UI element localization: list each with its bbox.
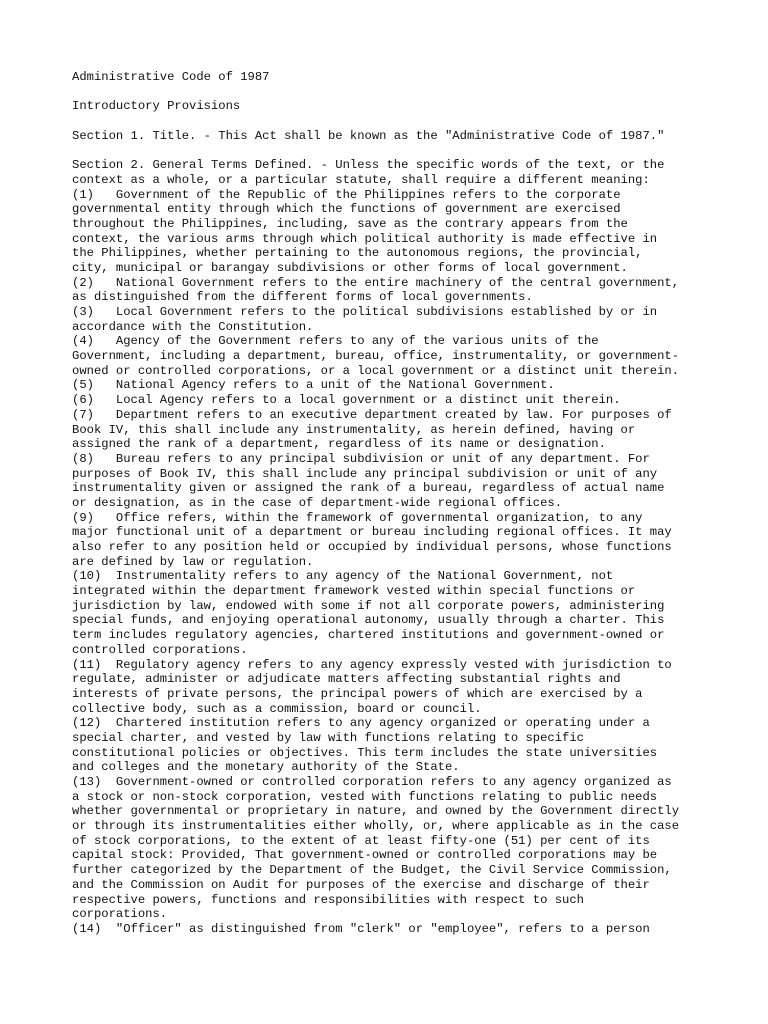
blank-line <box>72 114 702 129</box>
text-line: (4) Agency of the Government refers to any of the various units of the <box>72 334 599 349</box>
text-line: (3) Local Government refers to the political subdivisions established by or in <box>72 305 658 319</box>
text-line: (9) Office refers, within the framework of governmental organization, to any <box>72 510 643 525</box>
text-line: Government, including a department, bureau, office, instrumentality, or government- <box>72 349 680 364</box>
text-line: and colleges and the monetary authority of the State. <box>72 760 460 775</box>
text-line: corporations. <box>72 907 168 922</box>
text-line: integrated within the department framework vested within special functions or <box>72 584 636 599</box>
text-line: controlled corporations. <box>72 642 248 657</box>
text-line: (1) Government of the Republic of the Philippines refers to the corporate <box>72 187 621 202</box>
text-line: (13) Government-owned or controlled corporation refers to any agency organized as <box>72 775 672 789</box>
blank-line <box>72 143 702 158</box>
text-line: regulate, administer or adjudicate matters affecting substantial rights and <box>72 672 621 687</box>
section-2-body <box>72 158 702 936</box>
text-line: (5) National Agency refers to a unit of the National Government. <box>72 378 555 393</box>
document-subtitle: Introductory Provisions <box>72 99 241 114</box>
text-line: context, the various arms through which political authority is made effective in <box>72 231 658 246</box>
text-line: throughout the Philippines, including, save as the contrary appears from the <box>72 216 628 231</box>
text-line: the Philippines, whether pertaining to the autonomous regions, the provincial, <box>72 246 643 261</box>
text-line: (14) "Officer" as distinguished from "clerk" or "employee", refers to a person <box>72 921 650 936</box>
text-line: also refer to any position held or occupied by individual persons, whose functions <box>72 540 672 554</box>
text-line: (11) Regulatory agency refers to any agency expressly vested with jurisdiction to <box>72 657 672 672</box>
text-line: major functional unit of a department or bureau including regional offices. It may <box>72 525 672 540</box>
text-line: purposes of Book IV, this shall include any principal subdivision or unit of any <box>72 466 658 481</box>
document-page <box>72 70 702 937</box>
text-line: collective body, such as a commission, board or council. <box>72 701 482 716</box>
text-line: jurisdiction by law, endowed with some if not all corporate powers, administering <box>72 598 665 613</box>
text-line: constitutional policies or objectives. This term includes the state universities <box>72 745 658 760</box>
text-line: instrumentality given or assigned the rank of a bureau, regardless of actual name <box>72 481 665 496</box>
text-line: (12) Chartered institution refers to any agency organized or operating under a <box>72 716 650 731</box>
text-line: as distinguished from the different forms of local governments. <box>72 290 533 305</box>
section-1-text: Section 1. Title. - This Act shall be known as the "Administrative Code of 1987." <box>72 128 665 143</box>
text-line: a stock or non-stock corporation, vested with functions relating to public needs <box>72 789 658 804</box>
text-line: special charter, and vested by law with functions relating to specific <box>72 730 584 745</box>
text-line: whether governmental or proprietary in nature, and owned by the Government directly <box>72 804 680 819</box>
text-line: owned or controlled corporations, or a local government or a distinct unit therein. <box>72 363 680 378</box>
text-line: respective powers, functions and responsibilities with respect to such <box>72 892 584 907</box>
text-line: or designation, as in the case of department-wide regional offices. <box>72 495 563 510</box>
text-line: (7) Department refers to an executive department created by law. For purposes of <box>72 407 672 422</box>
text-line: (8) Bureau refers to any principal subdivision or unit of any department. For <box>72 451 650 466</box>
text-line: of stock corporations, to the extent of at least fifty-one (51) per cent of its <box>72 833 650 848</box>
text-line: and the Commission on Audit for purposes of the exercise and discharge of their <box>72 877 650 892</box>
text-line: special funds, and enjoying operational autonomy, usually through a charter. This <box>72 613 665 628</box>
text-line: assigned the rank of a department, regardless of its name or designation. <box>72 437 606 452</box>
text-line: (2) National Government refers to the entire machinery of the central government, <box>72 275 680 290</box>
text-line: capital stock: Provided, That government-owned or controlled corporations may be <box>72 848 658 863</box>
text-line: or through its instrumentalities either wholly, or, where applicable as in the case <box>72 819 680 834</box>
text-line: term includes regulatory agencies, chartered institutions and government-owned or <box>72 628 665 643</box>
text-line: governmental entity through which the functions of government are exercised <box>72 202 621 217</box>
text-line: context as a whole, or a particular statute, shall require a different meaning: <box>72 172 650 187</box>
text-line: accordance with the Constitution. <box>72 319 314 334</box>
text-line: further categorized by the Department of the Budget, the Civil Service Commission, <box>72 863 672 878</box>
text-line: city, municipal or barangay subdivisions or other forms of local government. <box>72 260 628 275</box>
document-title: Administrative Code of 1987 <box>72 70 270 84</box>
text-line: interests of private persons, the principal powers of which are exercised by a <box>72 686 643 701</box>
text-line: Book IV, this shall include any instrumentality, as herein defined, having or <box>72 422 636 437</box>
text-line: are defined by law or regulation. <box>72 554 314 569</box>
blank-line <box>72 85 702 100</box>
text-line: Section 2. General Terms Defined. - Unless the specific words of the text, or the <box>72 158 665 173</box>
text-line: (10) Instrumentality refers to any agency of the National Government, not <box>72 569 614 584</box>
text-line: (6) Local Agency refers to a local government or a distinct unit therein. <box>72 393 621 408</box>
